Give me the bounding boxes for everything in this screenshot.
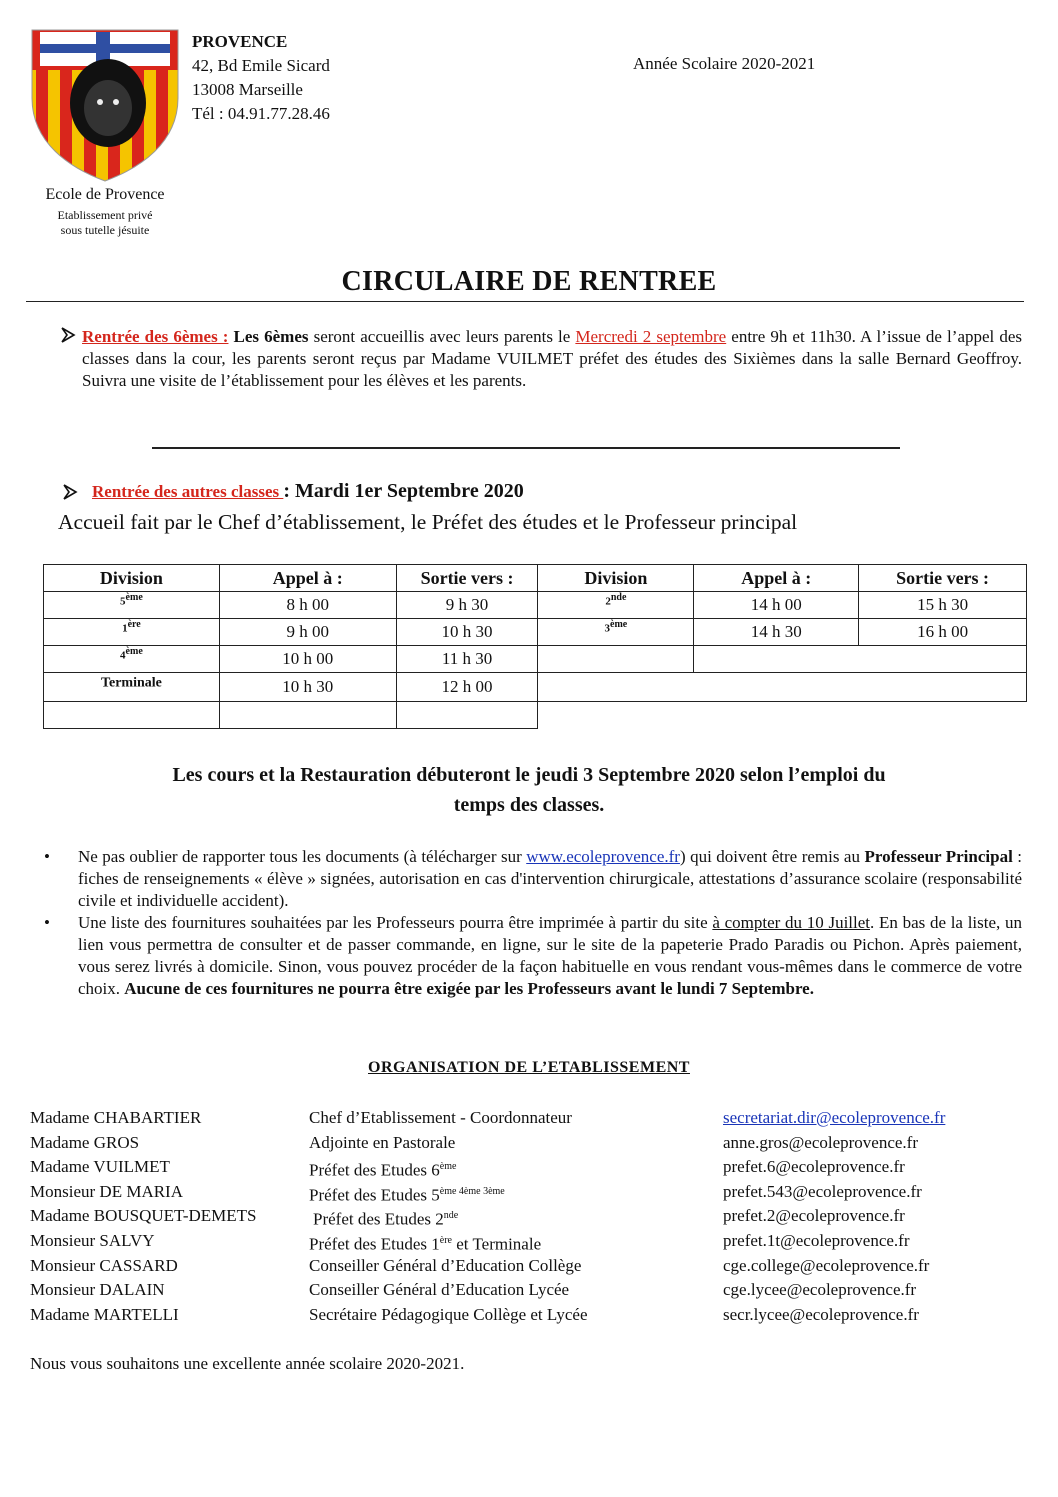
school-year: Année Scolaire 2020-2021 — [633, 54, 816, 73]
appel-cell: 9 h 00 — [219, 619, 396, 646]
phone: Tél : 04.91.77.28.46 — [192, 104, 330, 123]
welcome-line: Accueil fait par le Chef d’établissement, le Préfet des études et le Professeur principal — [58, 510, 798, 534]
staff-name: Madame BOUSQUET-DEMETS — [30, 1206, 257, 1226]
bold-text: Les 6èmes — [228, 327, 309, 346]
column-header: Division — [44, 565, 220, 592]
sortie-cell: 11 h 30 — [396, 646, 538, 673]
staff-email: anne.gros@ecoleprovence.fr — [723, 1132, 919, 1152]
staff-role: Préfet des Etudes 2nde — [313, 1210, 459, 1230]
empty-cell — [694, 646, 1027, 673]
divider — [152, 447, 900, 449]
staff-email: cge.college@ecoleprovence.fr — [723, 1255, 930, 1275]
staff-email: prefet.1t@ecoleprovence.fr — [723, 1230, 910, 1250]
closing-line: Nous vous souhaitons une excellente année scolaire 2020-2021. — [30, 1354, 465, 1373]
school-name: Ecole de Provence — [45, 186, 165, 203]
arrow-bullet-icon — [62, 483, 78, 506]
sortie-cell: 10 h 30 — [396, 619, 538, 646]
staff-email: prefet.2@ecoleprovence.fr — [723, 1206, 905, 1226]
staff-role: Préfet des Etudes $5^{ème 4ème 3ème}$ — [309, 1185, 505, 1205]
staff-role: Préfet des Etudes 6ème — [309, 1160, 457, 1180]
staff-role: Adjointe en Pastorale — [309, 1132, 456, 1152]
table-header-row — [44, 565, 1027, 592]
column-header: Appel à : — [694, 565, 859, 592]
school-sub-line: Etablissement privé — [57, 208, 153, 222]
appel-cell: 10 h 00 — [219, 646, 396, 673]
empty-cell — [538, 646, 694, 673]
shield-icon — [30, 28, 180, 183]
address-block — [192, 30, 330, 126]
bullet-list — [44, 846, 1022, 1000]
page-title: CIRCULAIRE DE RENTREE — [341, 266, 717, 297]
table-row — [44, 619, 1027, 646]
divider — [26, 301, 1024, 302]
division-cell: 3ème — [538, 619, 694, 646]
staff-name: Madame MARTELLI — [30, 1304, 179, 1324]
column-header: Division — [538, 565, 694, 592]
sortie-cell: 12 h 00 — [396, 673, 538, 702]
date-text: : Mardi 1er Septembre 2020 — [283, 480, 524, 502]
staff-name: Monsieur DALAIN — [30, 1280, 165, 1300]
division-cell: 4ème — [44, 646, 220, 673]
staff-name: Monsieur CASSARD — [30, 1255, 178, 1275]
address-line: 42, Bd Emile Sicard — [192, 56, 330, 75]
list-item: • Une liste des fournitures souhaitées par les Professeurs pourra être imprimée à partir du site à compter du 10 Juillet. En bas de la liste, un lien vous permettra de consulter et de passer commande, en ligne, sur le site de la papeterie Prado Paradis ou Pichon. Après paiement, vous serez livrés à domicile. Sinon, vous pouvez procéder de la façon habituelle en vous rendant vous-mêmes dans le commerce de votre choix. Aucune de ces fournitures ne pourra être exigée par les Professeurs avant le lundi 7 Septembre. — [44, 912, 1022, 1000]
sortie-cell: 16 h 00 — [859, 619, 1027, 646]
appel-cell: 14 h 30 — [694, 619, 859, 646]
staff-role: Secrétaire Pédagogique Collège et Lycée — [309, 1304, 588, 1324]
org-name: PROVENCE — [192, 32, 288, 51]
table-row — [44, 673, 1027, 702]
notice-line: temps des classes. — [453, 794, 605, 816]
address-line: 13008 Marseille — [192, 80, 303, 99]
school-subtitle — [30, 208, 180, 238]
staff-role: Conseiller Général d’Education Collège — [309, 1255, 582, 1275]
staff-email: prefet.6@ecoleprovence.fr — [723, 1157, 905, 1177]
staff-name: Madame VUILMET — [30, 1157, 170, 1177]
schedule-table — [43, 564, 1027, 729]
section-label: Rentrée des autres classes — [92, 482, 284, 501]
staff-email: cge.lycee@ecoleprovence.fr — [723, 1280, 917, 1300]
staff-name: Madame CHABARTIER — [30, 1108, 202, 1127]
column-header: Sortie vers : — [859, 565, 1027, 592]
empty-cell — [538, 673, 1027, 702]
staff-email: prefet.543@ecoleprovence.fr — [723, 1181, 922, 1201]
staff-name: Monsieur DE MARIA — [30, 1181, 183, 1201]
table-row — [44, 592, 1027, 619]
website-link[interactable]: www.ecoleprovence.fr — [526, 847, 680, 866]
staff-name: Monsieur SALVY — [30, 1230, 155, 1250]
staff-name: Madame GROS — [30, 1132, 140, 1152]
staff-email: secr.lycee@ecoleprovence.fr — [723, 1304, 919, 1324]
section-heading: ORGANISATION DE L’ETABLISSEMENT — [368, 1059, 690, 1076]
division-cell: 1ère — [44, 619, 220, 646]
list-item: • Ne pas oublier de rapporter tous les documents (à télécharger sur www.ecoleprovence.fr) qui doivent être remis au Professeur Principal : fiches de renseignements « élève » signées, autorisation en cas d'intervention chirurgicale, attestations d’assurance scolaire (responsabilité civile et individuelle accident). — [44, 846, 1022, 912]
column-header: Sortie vers : — [396, 565, 538, 592]
school-logo — [30, 28, 180, 188]
sortie-cell: 9 h 30 — [396, 592, 538, 619]
division-cell: 5ème — [44, 592, 220, 619]
section-sixth-grade — [82, 326, 1022, 392]
column-header: Appel à : — [219, 565, 396, 592]
text: entre 9h et 11h30. A l’issue de l’appel des classes dans la cour, les parents seront reçus par Madame VUILMET préfet des études des Sixièmes dans la salle Bernard Geoffroy. Suivra une visite de l’établissement pour les élèves et les parents. — [82, 327, 1022, 390]
staff-role: Chef d’Etablissement - Coordonnateur — [309, 1108, 572, 1127]
table-row — [44, 646, 1027, 673]
email-link[interactable]: secretariat.dir@ecoleprovence.fr — [723, 1108, 946, 1127]
appel-cell: 14 h 00 — [694, 592, 859, 619]
notice-line: Les cours et la Restauration débuteront le jeudi 3 Septembre 2020 selon l’emploi du — [172, 764, 886, 786]
section-other-classes — [92, 480, 524, 503]
appel-cell: 8 h 00 — [219, 592, 396, 619]
text: seront accueillis avec leurs parents le — [308, 327, 576, 346]
division-cell: Terminale — [44, 673, 220, 702]
appel-cell: 10 h 30 — [219, 673, 396, 702]
division-cell: 2nde — [538, 592, 694, 619]
staff-role: Préfet des Etudes 1ère et Terminale — [309, 1234, 542, 1254]
staff-role: Conseiller Général d’Education Lycée — [309, 1280, 570, 1300]
table-spacer-row — [44, 702, 1027, 729]
sortie-cell: 15 h 30 — [859, 592, 1027, 619]
date-highlight: Mercredi 2 septembre — [575, 327, 727, 346]
section-label: Rentrée des 6èmes : — [82, 327, 229, 346]
arrow-bullet-icon — [60, 326, 76, 349]
school-sub-line: sous tutelle jésuite — [60, 223, 150, 237]
